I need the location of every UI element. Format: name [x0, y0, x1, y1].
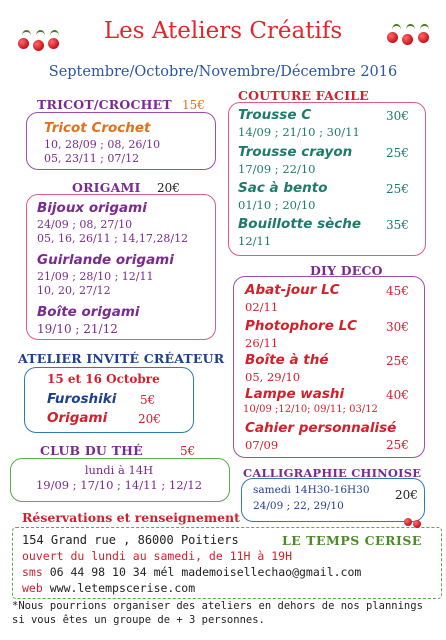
- course-name: Guirlande origami: [37, 252, 174, 268]
- course-name: Origami: [47, 410, 108, 426]
- note-line-1: *Nous pourrions organiser des ateliers en dehors de nos plannings: [12, 600, 423, 612]
- course-name: Lampe washi: [245, 386, 345, 402]
- course-dates: 26/11: [245, 336, 279, 350]
- course-dates: 01/10 ; 20/10: [238, 198, 316, 212]
- course-dates: 05, 23/11 ; 07/12: [44, 152, 140, 165]
- course-price: 25€: [386, 146, 409, 160]
- mel-label: mél: [153, 565, 175, 579]
- the-dates: 19/09 ; 17/10 ; 14/11 ; 12/12: [35, 478, 203, 492]
- page-title: Les Ateliers Créatifs: [103, 18, 343, 44]
- course-dates: 17/09 ; 22/10: [238, 162, 316, 176]
- course-dates: 05, 16, 26/11 ; 14,17,28/12: [37, 232, 189, 245]
- course-dates: 14/09 ; 21/10 ; 30/11: [238, 125, 360, 139]
- course-dates: 02/11: [245, 300, 279, 314]
- the-header: CLUB DU THÉ: [40, 443, 143, 458]
- diy-header: DIY DECO: [310, 263, 383, 278]
- sms-label: sms: [22, 565, 43, 579]
- invite-header: ATELIER INVITÉ CRÉATEUR: [18, 351, 225, 366]
- course-price: 30€: [386, 320, 409, 334]
- course-price: 35€: [386, 218, 409, 232]
- course-price: 45€: [386, 284, 409, 298]
- course-dates: 21/09 ; 28/10 ; 12/11: [37, 270, 154, 283]
- calli-header: CALLIGRAPHIE CHINOISE: [243, 466, 422, 480]
- course-name: Trousse C: [238, 107, 312, 123]
- calli-dates: 24/09 ; 22, 29/10: [253, 500, 344, 512]
- course-dates: 19/10 ; 21/12: [37, 322, 118, 336]
- origami-header: ORIGAMI: [72, 180, 141, 195]
- the-price: 5€: [180, 444, 196, 458]
- course-dates: 12/11: [238, 234, 272, 248]
- course-price: 5€: [140, 393, 156, 407]
- course-dates: 07/09: [245, 438, 279, 452]
- course-price: 20€: [138, 412, 161, 426]
- course-price: 25€: [386, 438, 409, 452]
- course-dates: 10, 20, 27/12: [37, 284, 111, 297]
- course-price: 30€: [386, 109, 409, 123]
- course-name: Bouillotte sèche: [238, 216, 362, 232]
- opening-hours: ouvert du lundi au samedi, de 11H à 19H: [22, 549, 293, 563]
- web-line: [22, 581, 195, 595]
- course-dates: 24/09 ; 08, 27/10: [37, 218, 133, 231]
- calli-price: 20€: [395, 488, 418, 502]
- course-name: Trousse crayon: [238, 144, 353, 160]
- course-price: 25€: [386, 182, 409, 196]
- brand-logo: LE TEMPS CERISE: [282, 533, 422, 548]
- course-price: 25€: [386, 354, 409, 368]
- address: 154 Grand rue , 86000 Poitiers: [22, 533, 239, 547]
- course-name: Cahier personnalisé: [245, 420, 397, 436]
- course-name: Furoshiki: [47, 391, 117, 407]
- contact-line: [22, 565, 361, 579]
- course-name: Abat-jour LC: [245, 282, 340, 298]
- course-dates: 05, 29/10: [245, 370, 301, 384]
- the-time: lundi à 14H: [84, 463, 154, 477]
- note-line-2: si vous êtes un groupe de + 3 personnes.: [12, 614, 265, 626]
- contact-heading: Réservations et renseignement: [22, 510, 240, 525]
- course-dates: 10, 28/09 ; 08, 26/10: [44, 138, 161, 151]
- course-name: Boîte origami: [37, 304, 140, 320]
- calli-time: samedi 14H30-16H30: [253, 484, 370, 496]
- page-subtitle: Septembre/Octobre/Novembre/Décembre 2016: [48, 64, 398, 80]
- course-name: Bijoux origami: [37, 200, 147, 216]
- couture-header: COUTURE FACILE: [238, 88, 369, 103]
- invite-date: 15 et 16 Octobre: [47, 372, 160, 386]
- course-price: 40€: [386, 388, 409, 402]
- course-name: Boîte à thé: [245, 352, 329, 368]
- web-link[interactable]: www.letempscerise.com: [49, 581, 196, 595]
- web-label: web: [22, 581, 43, 595]
- course-name: Tricot Crochet: [44, 120, 151, 136]
- origami-price: 20€: [157, 181, 180, 195]
- course-name: Photophore LC: [245, 318, 358, 334]
- course-name: Sac à bento: [238, 180, 328, 196]
- tricot-price: 15€: [182, 98, 205, 112]
- sms-number[interactable]: 06 44 98 10 34: [49, 565, 147, 579]
- tricot-header: TRICOT/CROCHET: [37, 97, 172, 112]
- email-link[interactable]: mademoisellechao@gmail.com: [181, 565, 362, 579]
- course-dates: 10/09 ;12/10; 09/11; 03/12: [243, 404, 378, 415]
